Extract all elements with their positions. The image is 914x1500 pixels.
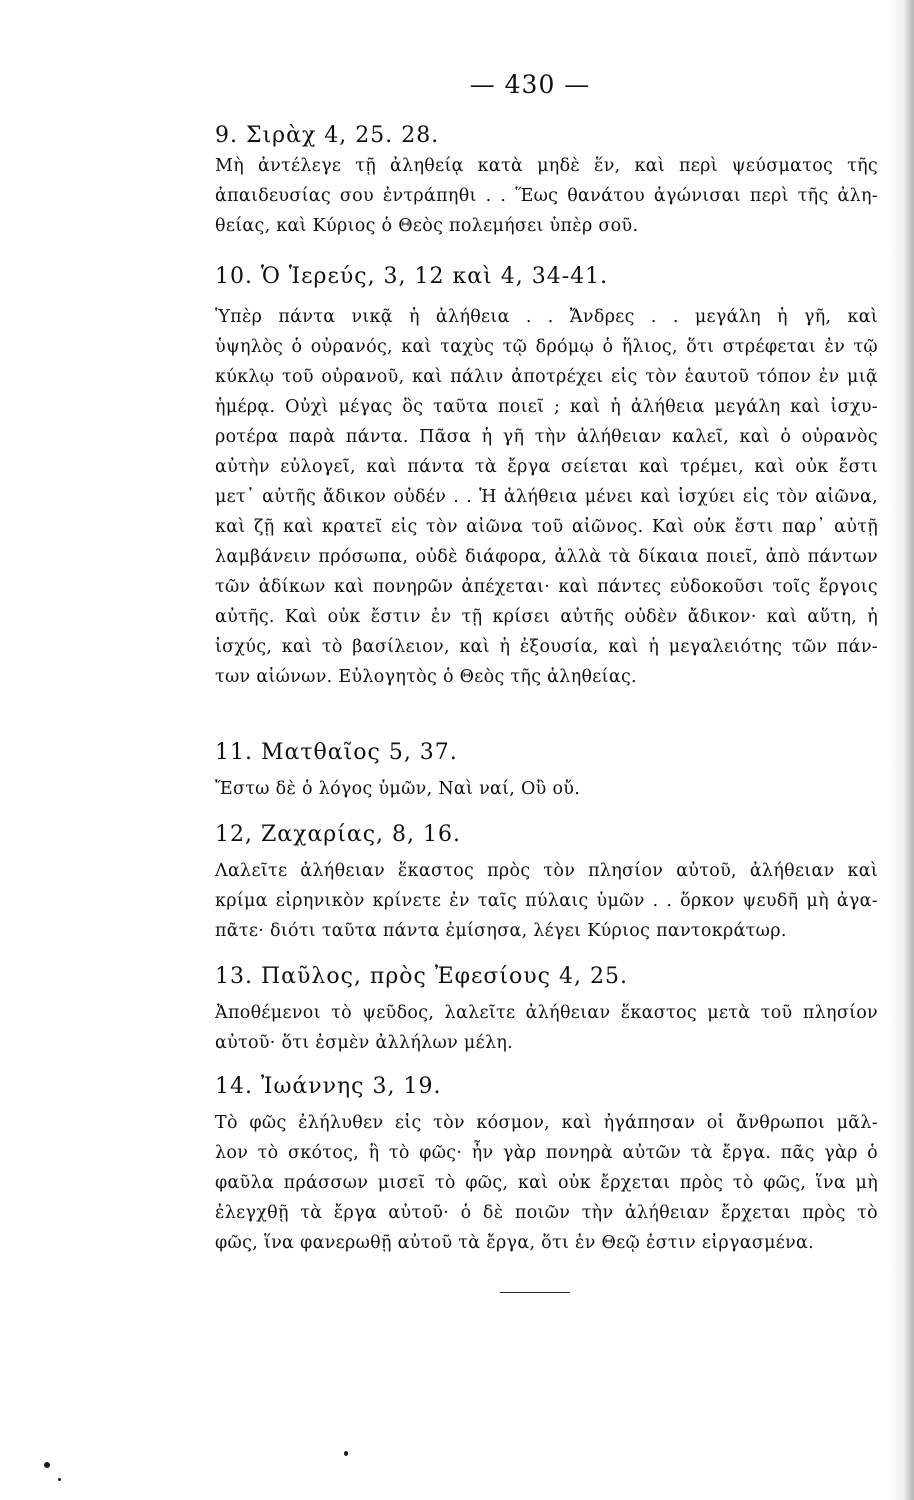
text-line: μετ᾽ αὐτῆς ἄδικον οὐδέν . . Ἡ ἀλήθεια μένει καὶ ἰσχύει εἰς τὸν αἰῶνα, bbox=[215, 487, 878, 507]
section-10 bbox=[215, 262, 878, 692]
ink-speck bbox=[58, 1478, 61, 1481]
text-line: ἀπαιδευσίας σου ἐντράπηθι . . Ἕως θανάτου ἀγώνισαι περὶ τῆς ἀλη- bbox=[215, 186, 878, 206]
section-9 bbox=[215, 121, 878, 241]
section-14 bbox=[215, 1072, 878, 1258]
text-line: αὐτοῦ· ὅτι ἐσμὲν ἀλλήλων μέλη. bbox=[215, 1033, 514, 1053]
text-line: Μὴ ἀντέλεγε τῇ ἀληθείᾳ κατὰ μηδὲ ἕν, καὶ περὶ ψεύσματος τῆς bbox=[215, 156, 878, 176]
section-reference: 14. Ἰωάννης 3, 19. bbox=[215, 1074, 442, 1099]
text-line: ὑψηλὸς ὁ οὐρανός, καὶ ταχὺς τῷ δρόμῳ ὁ ἥλιος, ὅτι στρέφεται ἐν τῷ bbox=[215, 337, 878, 357]
text-line: Ὑπὲρ πάντα νικᾷ ἡ ἀλήθεια . . Ἄνδρες . . μεγάλη ἡ γῆ, καὶ bbox=[215, 307, 878, 327]
text-line: Λαλεῖτε ἀλήθειαν ἕκαστος πρὸς τὸν πλησίον αὐτοῦ, ἀλήθειαν καὶ bbox=[215, 861, 878, 881]
text-line: Τὸ φῶς ἐλήλυθεν εἰς τὸν κόσμον, καὶ ἠγάπησαν οἱ ἄνθρωποι μᾶλ- bbox=[215, 1113, 878, 1133]
text-line: πᾶτε· διότι ταῦτα πάντα ἐμίσησα, λέγει Κύριος παντοκράτωρ. bbox=[215, 921, 787, 941]
section-reference: 9. Σιρὰχ 4, 25. 28. bbox=[215, 123, 440, 148]
page-edge-shadow bbox=[888, 0, 914, 1500]
text-line: αὐτὴν εὐλογεῖ, καὶ πάντα τὰ ἔργα σείεται καὶ τρέμει, καὶ οὐκ ἔστι bbox=[215, 457, 878, 477]
text-line: Ἀποθέμενοι τὸ ψεῦδος, λαλεῖτε ἀλήθειαν ἕκαστος μετὰ τοῦ πλησίον bbox=[215, 1003, 878, 1023]
text-line: θείας, καὶ Κύριος ὁ Θεὸς πολεμήσει ὑπὲρ σοῦ. bbox=[215, 216, 639, 236]
text-line: ἰσχύς, καὶ τὸ βασίλειον, καὶ ἡ ἐξουσία, καὶ ἡ μεγαλειότης τῶν πάν- bbox=[215, 637, 878, 657]
text-line: των αἰώνων. Εὐλογητὸς ὁ Θεὸς τῆς ἀληθείας. bbox=[215, 667, 637, 687]
section-reference: 10. Ὁ Ἱερεύς, 3, 12 καὶ 4, 34-41. bbox=[215, 264, 609, 289]
section-12 bbox=[215, 820, 878, 946]
text-line: κρίμα εἰρηνικὸν κρίνετε ἐν ταῖς πύλαις ὑμῶν . . ὅρκον ψευδῆ μὴ ἀγα- bbox=[215, 891, 878, 911]
text-line: λον τὸ σκότος, ἢ τὸ φῶς· ἦν γὰρ πονηρὰ αὐτῶν τὰ ἔργα. πᾶς γὰρ ὁ bbox=[215, 1143, 878, 1163]
section-11 bbox=[215, 738, 878, 804]
end-rule bbox=[500, 1292, 570, 1293]
ink-speck bbox=[344, 1451, 348, 1456]
section-reference: 12, Ζαχαρίας, 8, 16. bbox=[215, 822, 462, 847]
page-number: — 430 — bbox=[469, 70, 591, 99]
text-line: καὶ ζῇ καὶ κρατεῖ εἰς τὸν αἰῶνα τοῦ αἰῶνος. Καὶ οὐκ ἔστι παρ᾽ αὐτῇ bbox=[215, 517, 878, 537]
section-reference: 13. Παῦλος, πρὸς Ἐφεσίους 4, 25. bbox=[215, 964, 628, 989]
text-line: Ἔστω δὲ ὁ λόγος ὑμῶν, Ναὶ ναί, Οὒ οὔ. bbox=[215, 779, 581, 799]
text-line: τῶν ἀδίκων καὶ πονηρῶν ἀπέχεται· καὶ πάντες εὐδοκοῦσι τοῖς ἔργοις bbox=[215, 577, 878, 597]
text-line: ροτέρα παρὰ πάντα. Πᾶσα ἡ γῆ τὴν ἀλήθειαν καλεῖ, καὶ ὁ οὐρανὸς bbox=[215, 427, 878, 447]
text-line: λαμβάνειν πρόσωπα, οὐδὲ διάφορα, ἀλλὰ τὰ δίκαια ποιεῖ, ἀπὸ πάντων bbox=[215, 547, 878, 567]
text-line: αὐτῆς. Καὶ οὐκ ἔστιν ἐν τῇ κρίσει αὐτῆς οὐδὲν ἄδικον· καὶ αὕτη, ἡ bbox=[215, 607, 878, 627]
ink-speck bbox=[44, 1462, 50, 1468]
text-line: φαῦλα πράσσων μισεῖ τὸ φῶς, καὶ οὐκ ἔρχεται πρὸς τὸ φῶς, ἵνα μὴ bbox=[215, 1173, 878, 1193]
text-line: ἡμέρᾳ. Οὐχὶ μέγας ὃς ταῦτα ποιεῖ ; καὶ ἡ ἀλήθεια μεγάλη καὶ ἰσχυ- bbox=[215, 397, 878, 417]
text-line: κύκλῳ τοῦ οὐρανοῦ, καὶ πάλιν ἀποτρέχει εἰς τὸν ἑαυτοῦ τόπον ἐν μιᾷ bbox=[215, 367, 878, 387]
section-reference: 11. Ματθαῖος 5, 37. bbox=[215, 740, 458, 765]
text-line: φῶς, ἵνα φανερωθῇ αὐτοῦ τὰ ἔργα, ὅτι ἐν Θεῷ ἐστιν εἰργασμένα. bbox=[215, 1233, 815, 1253]
text-line: ἐλεγχθῇ τὰ ἔργα αὐτοῦ· ὁ δὲ ποιῶν τὴν ἀλήθειαν ἔρχεται πρὸς τὸ bbox=[215, 1203, 878, 1223]
section-13 bbox=[215, 962, 878, 1058]
